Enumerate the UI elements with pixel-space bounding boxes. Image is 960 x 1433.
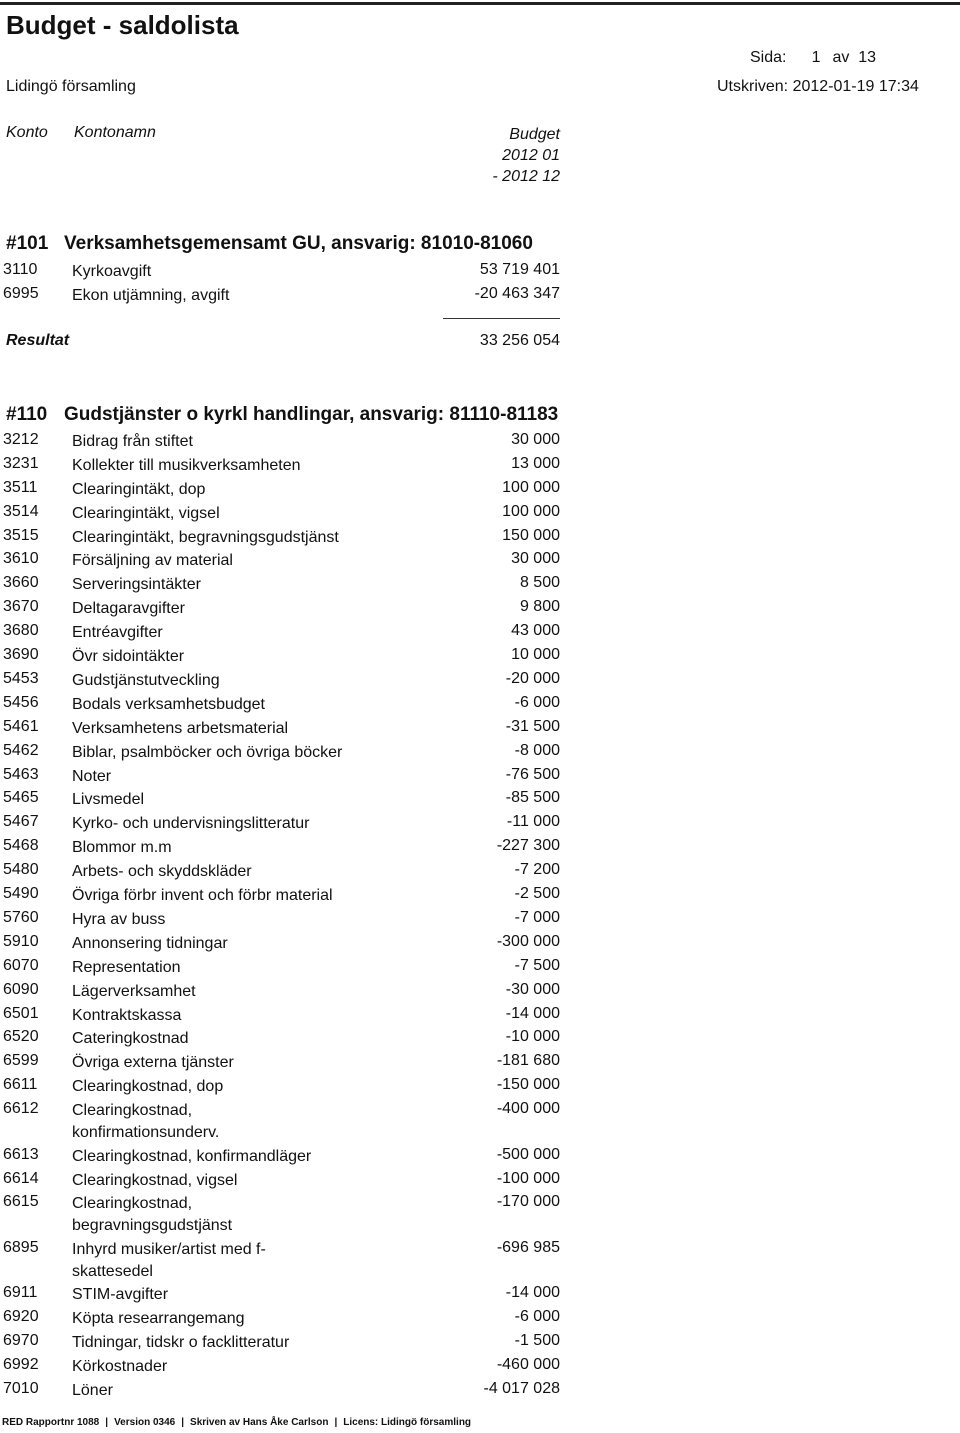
account-code: 6615 (3, 1193, 39, 1210)
table-row (0, 766, 960, 788)
budget-amount: 150 000 (502, 527, 560, 544)
account-code: 6611 (3, 1076, 38, 1093)
table-row (0, 981, 960, 1003)
budget-amount: -500 000 (496, 1146, 560, 1163)
printed-timestamp: Utskriven: 2012-01-19 17:34 (717, 78, 919, 95)
account-code: 6920 (3, 1308, 39, 1325)
account-code: 6911 (3, 1284, 38, 1301)
account-code: 6992 (3, 1356, 39, 1373)
table-row (0, 789, 960, 811)
table-row (0, 813, 960, 835)
budget-amount: -8 000 (514, 742, 560, 759)
account-code: 6070 (3, 957, 39, 974)
sum-line (443, 318, 560, 319)
table-row (0, 1356, 960, 1378)
column-header-konto: Konto (6, 124, 48, 141)
account-name: Övr sidointäkter (72, 648, 185, 665)
account-name: Clearingkostnad, begravningsgudstjänst (72, 1195, 233, 1234)
table-row (0, 909, 960, 931)
account-name: Hyra av buss (72, 911, 166, 928)
budget-amount: -85 500 (505, 789, 560, 806)
table-row (0, 837, 960, 859)
account-code: 5463 (3, 766, 39, 783)
table-row (0, 861, 960, 883)
footer: RED Rapportnr 1088 | Version 0346 | Skriven av Hans Åke Carlson | Licens: Lidingö församling (2, 1417, 472, 1428)
budget-amount: 13 000 (511, 455, 560, 472)
account-code: 3514 (3, 503, 39, 520)
budget-amount: 53 719 401 (479, 261, 560, 278)
table-row (0, 1380, 960, 1402)
footer-report-no: RED Rapportnr 1088 (2, 1417, 100, 1428)
account-code: 3110 (3, 261, 38, 278)
account-name: Kollekter till musikverksamheten (72, 457, 301, 474)
budget-amount: -460 000 (496, 1356, 560, 1373)
account-name: Annonsering tidningar (72, 935, 228, 952)
period-to: - 2012 12 (492, 168, 560, 185)
account-code: 6970 (3, 1332, 39, 1349)
account-name: Verksamhetens arbetsmaterial (72, 720, 289, 737)
account-name: Livsmedel (72, 791, 145, 808)
section-title: Gudstjänster o kyrkl handlingar, ansvarig: 81110-81183 (64, 404, 559, 425)
budget-amount: -4 017 028 (483, 1380, 560, 1397)
budget-amount: 10 000 (511, 646, 560, 663)
account-code: 6895 (3, 1239, 39, 1256)
account-name: Clearingintäkt, dop (72, 481, 206, 498)
budget-amount: -7 200 (514, 861, 560, 878)
account-name: Köpta researrangemang (72, 1310, 245, 1327)
account-code: 5456 (3, 694, 39, 711)
table-row (0, 933, 960, 955)
budget-amount: -31 500 (505, 718, 560, 735)
budget-amount: -20 000 (505, 670, 560, 687)
account-code: 5461 (3, 718, 39, 735)
budget-amount: -6 000 (514, 1308, 560, 1325)
column-header-kontonamn: Kontonamn (74, 124, 156, 141)
table-row (0, 1308, 960, 1330)
account-name: Körkostnader (72, 1358, 168, 1375)
account-code: 3231 (3, 455, 39, 472)
section-title: Verksamhetsgemensamt GU, ansvarig: 81010-81060 (64, 233, 533, 254)
table-row (0, 285, 960, 307)
table-row (0, 1076, 960, 1098)
account-name: Clearingkostnad, vigsel (72, 1172, 238, 1189)
account-name: Clearingintäkt, vigsel (72, 505, 220, 522)
budget-amount: -14 000 (505, 1284, 560, 1301)
budget-amount: 8 500 (519, 574, 560, 591)
budget-amount: -300 000 (496, 933, 560, 950)
account-name: Försäljning av material (72, 552, 233, 569)
budget-amount: -7 000 (514, 909, 560, 926)
account-code: 6612 (3, 1100, 39, 1117)
account-code: 5462 (3, 742, 39, 759)
table-row (0, 957, 960, 979)
account-code: 6614 (3, 1170, 39, 1187)
result-amount: 33 256 054 (479, 332, 560, 349)
table-row (0, 670, 960, 692)
budget-amount: 30 000 (511, 431, 560, 448)
budget-amount: -400 000 (496, 1100, 560, 1117)
account-code: 5453 (3, 670, 39, 687)
account-name: Bodals verksamhetsbudget (72, 696, 265, 713)
table-row (0, 646, 960, 668)
table-row (0, 479, 960, 501)
budget-amount: -170 000 (496, 1193, 560, 1210)
table-row (0, 718, 960, 740)
table-row (0, 1239, 960, 1280)
budget-amount: -227 300 (496, 837, 560, 854)
account-code: 3511 (3, 479, 38, 496)
budget-amount: -696 985 (496, 1239, 560, 1256)
account-name: Biblar, psalmböcker och övriga böcker (72, 744, 343, 761)
account-code: 5465 (3, 789, 39, 806)
table-row (0, 694, 960, 716)
account-name: Inhyrd musiker/artist med f-skattesedel (72, 1241, 266, 1280)
budget-amount: -14 000 (505, 1005, 560, 1022)
budget-amount: -76 500 (505, 766, 560, 783)
result-label: Resultat (6, 332, 70, 349)
page-indicator (750, 49, 876, 67)
account-name: Gudstjänstutveckling (72, 672, 220, 689)
account-code: 3670 (3, 598, 39, 615)
table-row (0, 1193, 960, 1234)
period-from: 2012 01 (502, 147, 560, 164)
organization-name: Lidingö församling (6, 78, 136, 95)
budget-amount: -1 500 (514, 1332, 560, 1349)
budget-amount: 30 000 (511, 550, 560, 567)
budget-amount: -2 500 (514, 885, 560, 902)
budget-amount: 100 000 (502, 479, 560, 496)
account-name: STIM-avgifter (72, 1286, 169, 1303)
account-code: 6090 (3, 981, 39, 998)
account-code: 7010 (3, 1380, 39, 1397)
account-name: Lägerverksamhet (72, 983, 196, 1000)
page-total: 13 (858, 49, 877, 66)
page-number: 1 (811, 49, 821, 66)
table-row (0, 1028, 960, 1050)
account-name: Entréavgifter (72, 624, 163, 641)
account-code: 3610 (3, 550, 39, 567)
account-code: 5467 (3, 813, 39, 830)
account-name: Deltagaravgifter (72, 600, 185, 617)
budget-amount: 43 000 (511, 622, 560, 639)
section-id: #101 (6, 233, 49, 254)
account-code: 6501 (3, 1005, 39, 1022)
section-id: #110 (6, 404, 48, 425)
account-code: 3680 (3, 622, 39, 639)
table-row (0, 598, 960, 620)
table-row (0, 431, 960, 453)
budget-amount: -181 680 (496, 1052, 560, 1069)
budget-label: Budget (509, 126, 560, 143)
account-name: Löner (72, 1382, 113, 1399)
account-code: 5490 (3, 885, 39, 902)
table-row (0, 1052, 960, 1074)
table-row (0, 261, 960, 283)
account-name: Övriga externa tjänster (72, 1054, 234, 1071)
account-code: 3515 (3, 527, 39, 544)
report-title: Budget - saldolista (6, 10, 239, 40)
budget-amount: -30 000 (505, 981, 560, 998)
account-code: 6599 (3, 1052, 39, 1069)
account-name: Serveringsintäkter (72, 576, 201, 593)
table-row (0, 1146, 960, 1168)
account-code: 5468 (3, 837, 39, 854)
section-header (6, 404, 558, 426)
table-row (0, 622, 960, 644)
table-row (0, 527, 960, 549)
account-code: 6520 (3, 1028, 39, 1045)
account-name: Clearingintäkt, begravningsgudstjänst (72, 529, 339, 546)
account-name: Bidrag från stiftet (72, 433, 193, 450)
account-code: 5760 (3, 909, 39, 926)
account-code: 6613 (3, 1146, 39, 1163)
account-name: Cateringkostnad (72, 1030, 189, 1047)
account-code: 3690 (3, 646, 39, 663)
table-row (0, 1170, 960, 1192)
footer-license: Licens: Lidingö församling (343, 1417, 472, 1428)
account-code: 3660 (3, 574, 39, 591)
column-header-budget (440, 124, 560, 187)
section-header (6, 233, 533, 255)
account-name: Kyrkoavgift (72, 263, 152, 280)
account-code: 3212 (3, 431, 39, 448)
footer-author: Skriven av Hans Åke Carlson (190, 1417, 329, 1428)
table-row (0, 550, 960, 572)
table-row (0, 1284, 960, 1306)
account-code: 5910 (3, 933, 39, 950)
budget-amount: -11 000 (506, 813, 560, 830)
footer-version: Version 0346 (114, 1417, 176, 1428)
table-row (0, 1005, 960, 1027)
table-row (0, 742, 960, 764)
account-name: Arbets- och skyddskläder (72, 863, 252, 880)
account-name: Clearingkostnad, konfirmandläger (72, 1148, 312, 1165)
table-row (0, 1100, 960, 1141)
account-name: Kyrko- och undervisningslitteratur (72, 815, 310, 832)
header-rule (0, 2, 960, 5)
budget-amount: -6 000 (514, 694, 560, 711)
table-row (0, 1332, 960, 1354)
budget-amount: -20 463 347 (474, 285, 560, 302)
account-name: Övriga förbr invent och förbr material (72, 887, 333, 904)
account-code: 5480 (3, 861, 39, 878)
budget-amount: -7 500 (514, 957, 560, 974)
budget-amount: -10 000 (505, 1028, 560, 1045)
account-name: Tidningar, tidskr o facklitteratur (72, 1334, 290, 1351)
account-code: 6995 (3, 285, 39, 302)
budget-amount: 100 000 (502, 503, 560, 520)
account-name: Clearingkostnad, konfirmationsunderv. (72, 1102, 220, 1141)
account-name: Blommor m.m (72, 839, 172, 856)
table-row (0, 455, 960, 477)
account-name: Noter (72, 768, 112, 785)
page-of: av (832, 49, 850, 66)
account-name: Representation (72, 959, 181, 976)
budget-amount: -150 000 (496, 1076, 560, 1093)
table-row (0, 503, 960, 525)
account-name: Ekon utjämning, avgift (72, 287, 230, 304)
table-row (0, 574, 960, 596)
budget-amount: 9 800 (519, 598, 560, 615)
page-label: Sida: (750, 49, 787, 66)
account-name: Kontraktskassa (72, 1007, 182, 1024)
budget-amount: -100 000 (496, 1170, 560, 1187)
account-name: Clearingkostnad, dop (72, 1078, 224, 1095)
table-row (0, 885, 960, 907)
